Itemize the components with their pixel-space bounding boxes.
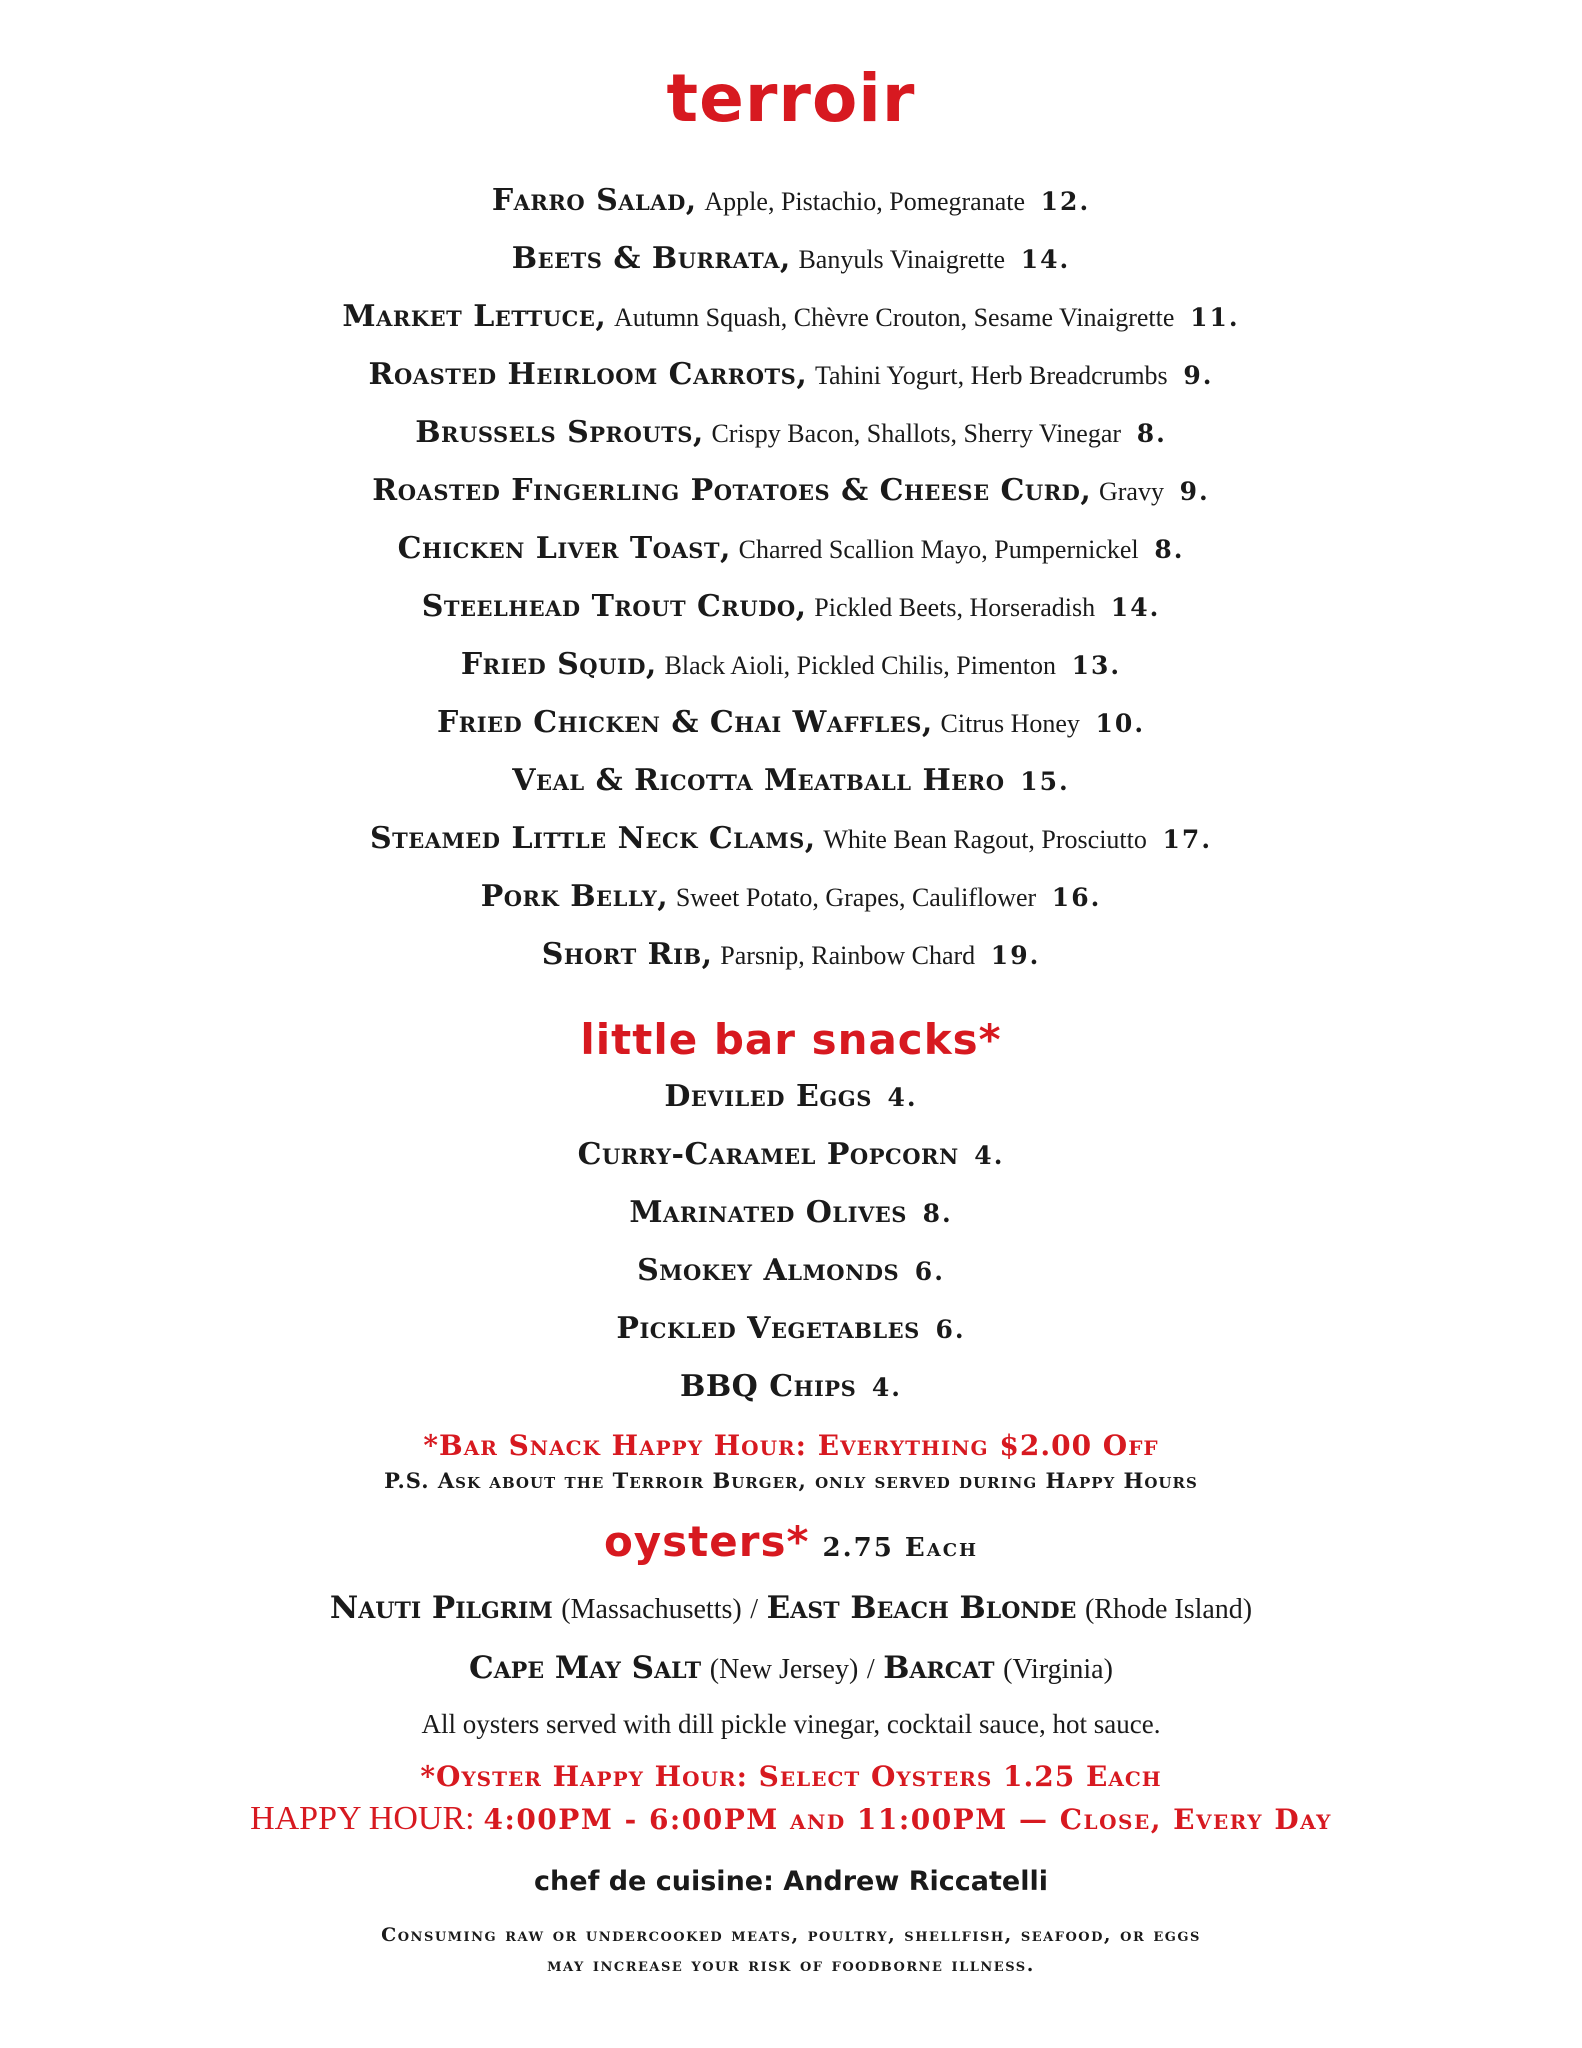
item-price: 9.: [1179, 477, 1210, 506]
happy-hour-line: [0, 1797, 1582, 1842]
item-description: Citrus Honey: [940, 709, 1080, 738]
restaurant-title: terroir: [666, 60, 916, 137]
disclaimer-line-2: may increase your risk of foodborne illness.: [547, 1954, 1035, 1976]
bar-snacks-section: [0, 1012, 1582, 1496]
item-description: Tahini Yogurt, Herb Breadcrumbs: [814, 361, 1168, 390]
snack-item: [0, 1358, 1582, 1416]
item-price: 14.: [1020, 245, 1071, 274]
snack-name: BBQ Chips: [679, 1369, 857, 1404]
snack-price: 8.: [922, 1199, 953, 1228]
snack-price: 6.: [935, 1315, 966, 1344]
item-description: Charred Scallion Mayo, Pumpernickel: [738, 535, 1139, 564]
oyster-happy-hour-note: *Oyster Happy Hour: Select Oysters 1.25 Each: [420, 1760, 1162, 1793]
snack-name: Curry-Caramel Popcorn: [577, 1137, 959, 1172]
oyster-line: [0, 1639, 1582, 1699]
menu-item: [0, 752, 1582, 810]
oysters-heading-row: [0, 1514, 1582, 1579]
item-description: Pickled Beets, Horseradish: [814, 593, 1096, 622]
item-name: Roasted Fingerling Potatoes & Cheese Curd,: [372, 473, 1092, 508]
burger-note: P.S. Ask about the Terroir Burger, only served during Happy Hours: [384, 1468, 1198, 1493]
menu-item: [0, 346, 1582, 404]
item-description: Crispy Bacon, Shallots, Sherry Vinegar: [711, 419, 1122, 448]
item-name: Pork Belly,: [480, 879, 669, 914]
item-description: White Bean Ragout, Prosciutto: [823, 825, 1147, 854]
oyster-name: East Beach Blonde: [766, 1590, 1077, 1626]
snack-item: [0, 1184, 1582, 1242]
item-name: Chicken Liver Toast,: [397, 531, 731, 566]
snack-item: [0, 1068, 1582, 1126]
oyster-name: Barcat: [883, 1650, 995, 1686]
oyster-line: [0, 1579, 1582, 1639]
bar-snack-happy-hour-note: *Bar Snack Happy Hour: Everything $2.00 Off: [423, 1429, 1159, 1462]
item-price: 17.: [1162, 825, 1213, 854]
oyster-name: Nauti Pilgrim: [329, 1590, 553, 1626]
menu-item: [0, 288, 1582, 346]
menu-item: [0, 172, 1582, 230]
item-description: Gravy: [1098, 477, 1164, 506]
item-name: Brussels Sprouts,: [415, 415, 704, 450]
item-description: Apple, Pistachio, Pomegranate: [704, 187, 1026, 216]
snack-item: [0, 1242, 1582, 1300]
snack-price: 4.: [871, 1373, 903, 1402]
item-name: Fried Chicken & Chai Waffles,: [436, 705, 933, 740]
item-description: Autumn Squash, Chèvre Crouton, Sesame Vinaigrette: [613, 303, 1175, 332]
item-name: Fried Squid,: [460, 647, 657, 682]
item-price: 10.: [1095, 709, 1146, 738]
oysters-heading: oysters*: [603, 1517, 810, 1566]
oyster-region: (Rhode Island): [1084, 1594, 1253, 1625]
item-price: 15.: [1020, 767, 1070, 796]
oyster-name: Cape May Salt: [469, 1650, 702, 1686]
item-name: Market Lettuce,: [342, 299, 607, 334]
snack-name: Marinated Olives: [629, 1195, 907, 1230]
item-price: 14.: [1110, 593, 1161, 622]
oyster-region: (Massachusetts): [561, 1594, 742, 1625]
item-description: Black Aioli, Pickled Chilis, Pimenton: [664, 651, 1056, 680]
item-price: 13.: [1071, 651, 1122, 680]
snack-price: 4.: [887, 1083, 918, 1112]
item-name: Veal & Ricotta Meatball Hero: [512, 763, 1005, 798]
happy-hour-label: HAPPY HOUR:: [250, 1800, 475, 1837]
item-price: 8.: [1136, 419, 1167, 448]
item-description: Parsnip, Rainbow Chard: [720, 941, 976, 970]
item-price: 16.: [1051, 883, 1102, 912]
snack-price: 6.: [914, 1257, 945, 1286]
item-price: 9.: [1183, 361, 1214, 390]
chef-credit: chef de cuisine: Andrew Riccatelli: [534, 1866, 1048, 1897]
item-name: Steamed Little Neck Clams,: [369, 821, 816, 856]
item-name: Short Rib,: [541, 937, 713, 972]
item-price: 11.: [1190, 303, 1240, 332]
oyster-separator: /: [866, 1654, 875, 1685]
menu-item: [0, 810, 1582, 868]
health-disclaimer: [0, 1920, 1582, 1980]
menu-item: [0, 578, 1582, 636]
snack-price: 4.: [974, 1141, 1005, 1170]
menu-item: [0, 636, 1582, 694]
snack-name: Deviled Eggs: [664, 1079, 872, 1114]
item-name: Steelhead Trout Crudo,: [421, 589, 807, 624]
main-menu: [0, 172, 1582, 984]
snack-name: Pickled Vegetables: [616, 1311, 920, 1346]
menu-item: [0, 868, 1582, 926]
item-price: 8.: [1154, 535, 1185, 564]
bar-snacks-heading: little bar snacks*: [580, 1015, 1002, 1064]
snack-name: Smokey Almonds: [637, 1253, 900, 1288]
item-name: Farro Salad,: [491, 183, 697, 218]
oyster-separator: /: [750, 1594, 759, 1625]
menu-item: [0, 926, 1582, 984]
item-price: 12.: [1040, 187, 1091, 216]
item-description: Banyuls Vinaigrette: [798, 245, 1006, 274]
menu-item: [0, 694, 1582, 752]
oyster-served-note: All oysters served with dill pickle vinegar, cocktail sauce, hot sauce.: [421, 1709, 1161, 1739]
oysters-section: [0, 1514, 1582, 1797]
item-description: Sweet Potato, Grapes, Cauliflower: [675, 883, 1037, 912]
snack-item: [0, 1126, 1582, 1184]
oyster-price: 2.75 Each: [822, 1533, 979, 1563]
menu-item: [0, 404, 1582, 462]
item-price: 19.: [990, 941, 1041, 970]
oyster-region: (Virginia): [1003, 1654, 1113, 1685]
menu-item: [0, 230, 1582, 288]
disclaimer-line-1: Consuming raw or undercooked meats, poultry, shellfish, seafood, or eggs: [381, 1924, 1201, 1946]
item-name: Roasted Heirloom Carrots,: [368, 357, 808, 392]
menu-item: [0, 462, 1582, 520]
happy-hour-times: 4:00PM - 6:00PM and 11:00PM — Close, Every Day: [483, 1803, 1332, 1836]
item-name: Beets & Burrata,: [511, 241, 791, 276]
snack-item: [0, 1300, 1582, 1358]
oyster-region: (New Jersey): [709, 1654, 859, 1685]
menu-item: [0, 520, 1582, 578]
